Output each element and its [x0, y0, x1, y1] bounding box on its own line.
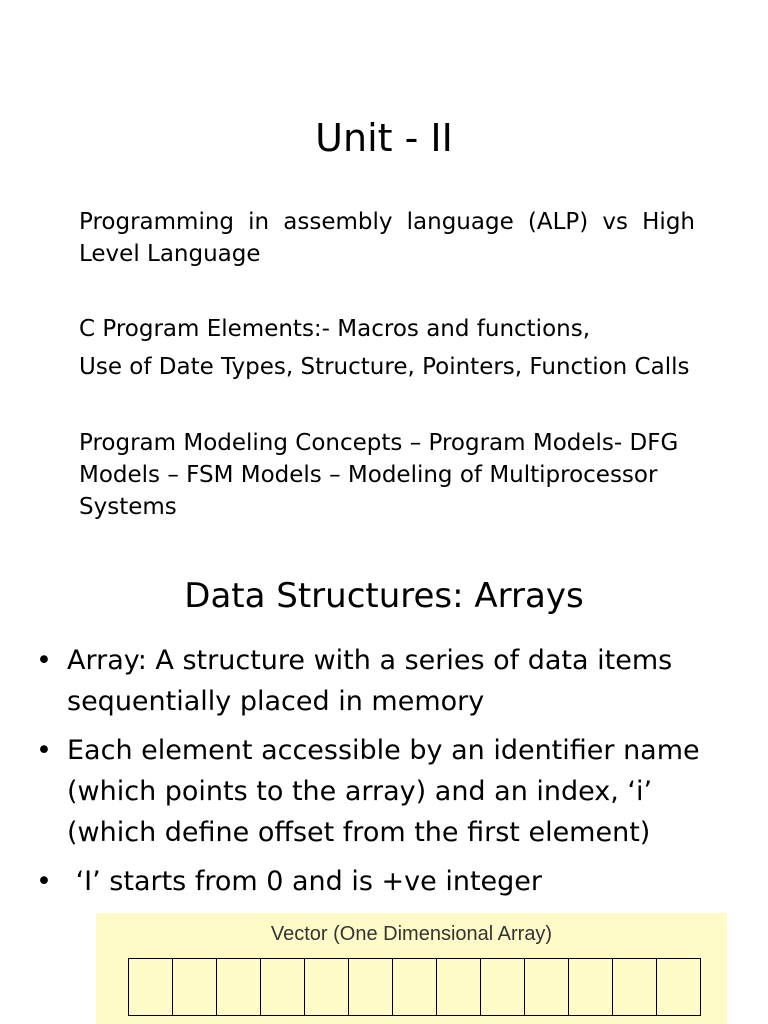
array-cell [217, 958, 261, 1016]
bullet-text: Each element accessible by an identifier name (which points to the array) and an index, ‘i’ (which define offset from the first element) [67, 735, 700, 848]
array-cell [437, 958, 481, 1016]
figure-caption: Vector (One Dimensional Array) [270, 923, 553, 945]
topic-c-program-elements: C Program Elements:- Macros and functions, [79, 316, 591, 342]
bullet-list [30, 640, 730, 910]
topic-alp-vs-hll: Programming in assembly language (ALP) vs High Level Language [79, 209, 695, 267]
bullet-icon: • [36, 645, 52, 676]
array-cell [305, 958, 349, 1016]
topic-data-types: Use of Date Types, Structure, Pointers, Function Calls [79, 354, 690, 380]
bullet-text: Array: A structure with a series of data items sequentially placed in memory [67, 645, 673, 717]
list-item [30, 640, 730, 722]
array-cell [393, 958, 437, 1016]
array-cell [349, 958, 393, 1016]
array-cell [613, 958, 657, 1016]
vector-array-figure [96, 913, 727, 1024]
array-cell [657, 958, 701, 1016]
bullet-icon: • [36, 866, 52, 897]
array-cell [129, 958, 173, 1016]
section-title: Data Structures: Arrays [184, 576, 584, 616]
bullet-text: ‘I’ starts from 0 and is +ve integer [67, 866, 542, 897]
array-cell [481, 958, 525, 1016]
array-cell [569, 958, 613, 1016]
topic-program-modeling: Program Modeling Concepts – Program Models- DFG Models – FSM Models – Modeling of Multiprocessor Systems [79, 430, 679, 520]
list-item [30, 730, 730, 853]
list-item [30, 861, 730, 902]
bullet-icon: • [36, 735, 52, 766]
array-cell [525, 958, 569, 1016]
slide-title: Unit - II [315, 116, 453, 160]
array-cell [261, 958, 305, 1016]
array-cells [128, 958, 701, 1016]
array-cell [173, 958, 217, 1016]
